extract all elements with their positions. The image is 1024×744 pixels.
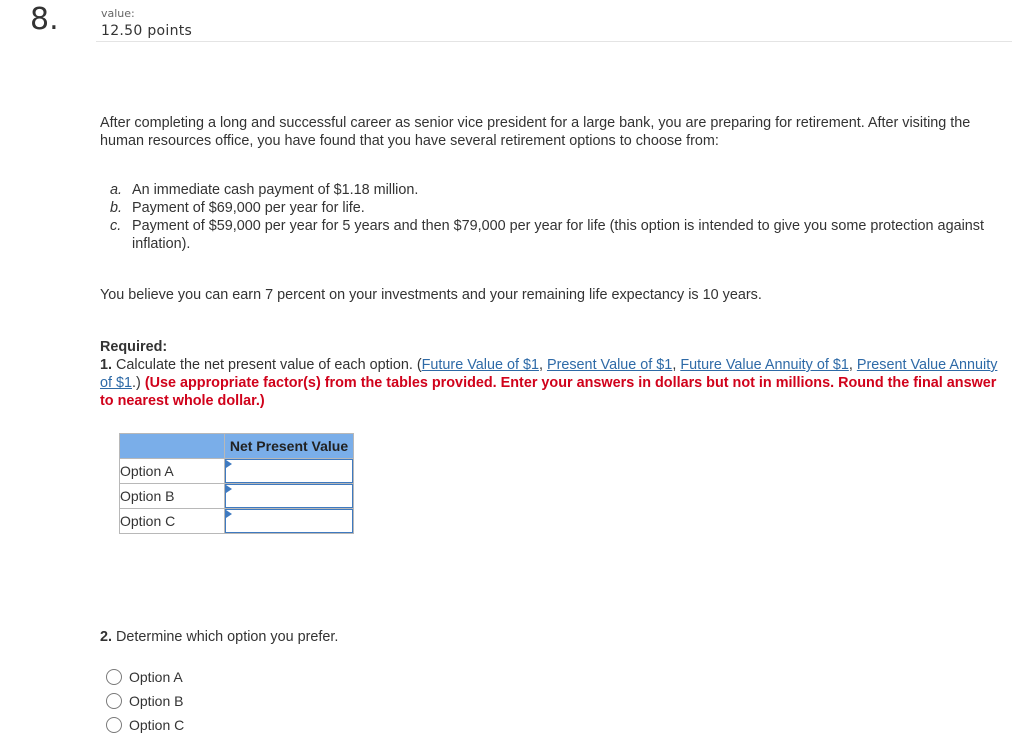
npv-table bbox=[119, 433, 354, 534]
npv-input-cell bbox=[225, 509, 354, 534]
option-text: Payment of $59,000 per year for 5 years and then $79,000 per year for life (this option is intended to give you some protection against inflation). bbox=[132, 218, 984, 252]
assumption-text: You believe you can earn 7 percent on your investments and your remaining life expectancy is 10 years. bbox=[100, 287, 762, 303]
required-section bbox=[100, 338, 1010, 410]
value-label: value: bbox=[101, 7, 135, 20]
npv-input-option-b[interactable] bbox=[225, 484, 353, 508]
item-number: 2. bbox=[100, 629, 113, 645]
separator: , bbox=[848, 357, 857, 373]
question-number: 8. bbox=[30, 2, 59, 37]
question-2 bbox=[100, 628, 1010, 646]
radio-option-a[interactable] bbox=[106, 665, 184, 689]
option-letter: a. bbox=[110, 182, 123, 198]
option-letter: b. bbox=[110, 200, 123, 216]
input-marker-icon bbox=[226, 510, 232, 518]
npv-input-cell bbox=[225, 484, 354, 509]
options-list bbox=[110, 181, 1010, 253]
npv-input-option-a[interactable] bbox=[225, 459, 353, 483]
radio-button[interactable] bbox=[106, 693, 122, 709]
required-heading: Required: bbox=[100, 339, 168, 355]
instruction-text: (Use appropriate factor(s) from the tables provided. Enter your answers in dollars but not in millions. Round the final answer to nearest whole dollar.) bbox=[100, 375, 997, 409]
intro-text: After completing a long and successful career as senior vice president for a large bank, you are preparing for retirement. After visiting the human resources office, you have found that you have several retirement options to choose from: bbox=[100, 115, 971, 149]
header-divider bbox=[96, 41, 1012, 42]
preference-radio-group bbox=[106, 665, 184, 737]
radio-option-c[interactable] bbox=[106, 713, 184, 737]
npv-input-option-c[interactable] bbox=[225, 509, 353, 533]
item-text: Determine which option you prefer. bbox=[112, 629, 339, 645]
table-row bbox=[120, 484, 354, 509]
row-label: Option B bbox=[120, 484, 225, 509]
option-text: Payment of $69,000 per year for life. bbox=[132, 200, 365, 216]
list-item bbox=[110, 181, 1010, 199]
list-item bbox=[110, 217, 1010, 253]
close-paren: .) bbox=[132, 375, 145, 391]
table-row bbox=[120, 459, 354, 484]
table-row bbox=[120, 509, 354, 534]
separator: , bbox=[672, 357, 681, 373]
radio-label: Option A bbox=[129, 669, 183, 685]
header-blank-cell bbox=[120, 434, 225, 459]
link-present-value[interactable]: Present Value of $1 bbox=[546, 357, 673, 373]
separator: , bbox=[538, 357, 547, 373]
input-marker-icon bbox=[226, 485, 232, 493]
input-marker-icon bbox=[226, 460, 232, 468]
table-header-row bbox=[120, 434, 354, 459]
radio-label: Option C bbox=[129, 717, 185, 733]
row-label: Option A bbox=[120, 459, 225, 484]
link-present-value-annuity[interactable]: Present Value Annuity of $1 bbox=[100, 357, 998, 391]
npv-column-header: Net Present Value bbox=[225, 434, 354, 459]
link-future-value[interactable]: Future Value of $1 bbox=[421, 357, 539, 373]
option-letter: c. bbox=[110, 218, 122, 234]
item-number: 1. bbox=[100, 357, 113, 373]
radio-button[interactable] bbox=[106, 717, 122, 733]
radio-label: Option B bbox=[129, 693, 184, 709]
list-item bbox=[110, 199, 1010, 217]
link-future-value-annuity[interactable]: Future Value Annuity of $1 bbox=[680, 357, 849, 373]
option-text: An immediate cash payment of $1.18 million. bbox=[132, 182, 419, 198]
row-label: Option C bbox=[120, 509, 225, 534]
points-value: 12.50 points bbox=[101, 23, 193, 39]
item-text: Calculate the net present value of each option. ( bbox=[112, 357, 422, 373]
radio-option-b[interactable] bbox=[106, 689, 184, 713]
radio-button[interactable] bbox=[106, 669, 122, 685]
npv-input-cell bbox=[225, 459, 354, 484]
